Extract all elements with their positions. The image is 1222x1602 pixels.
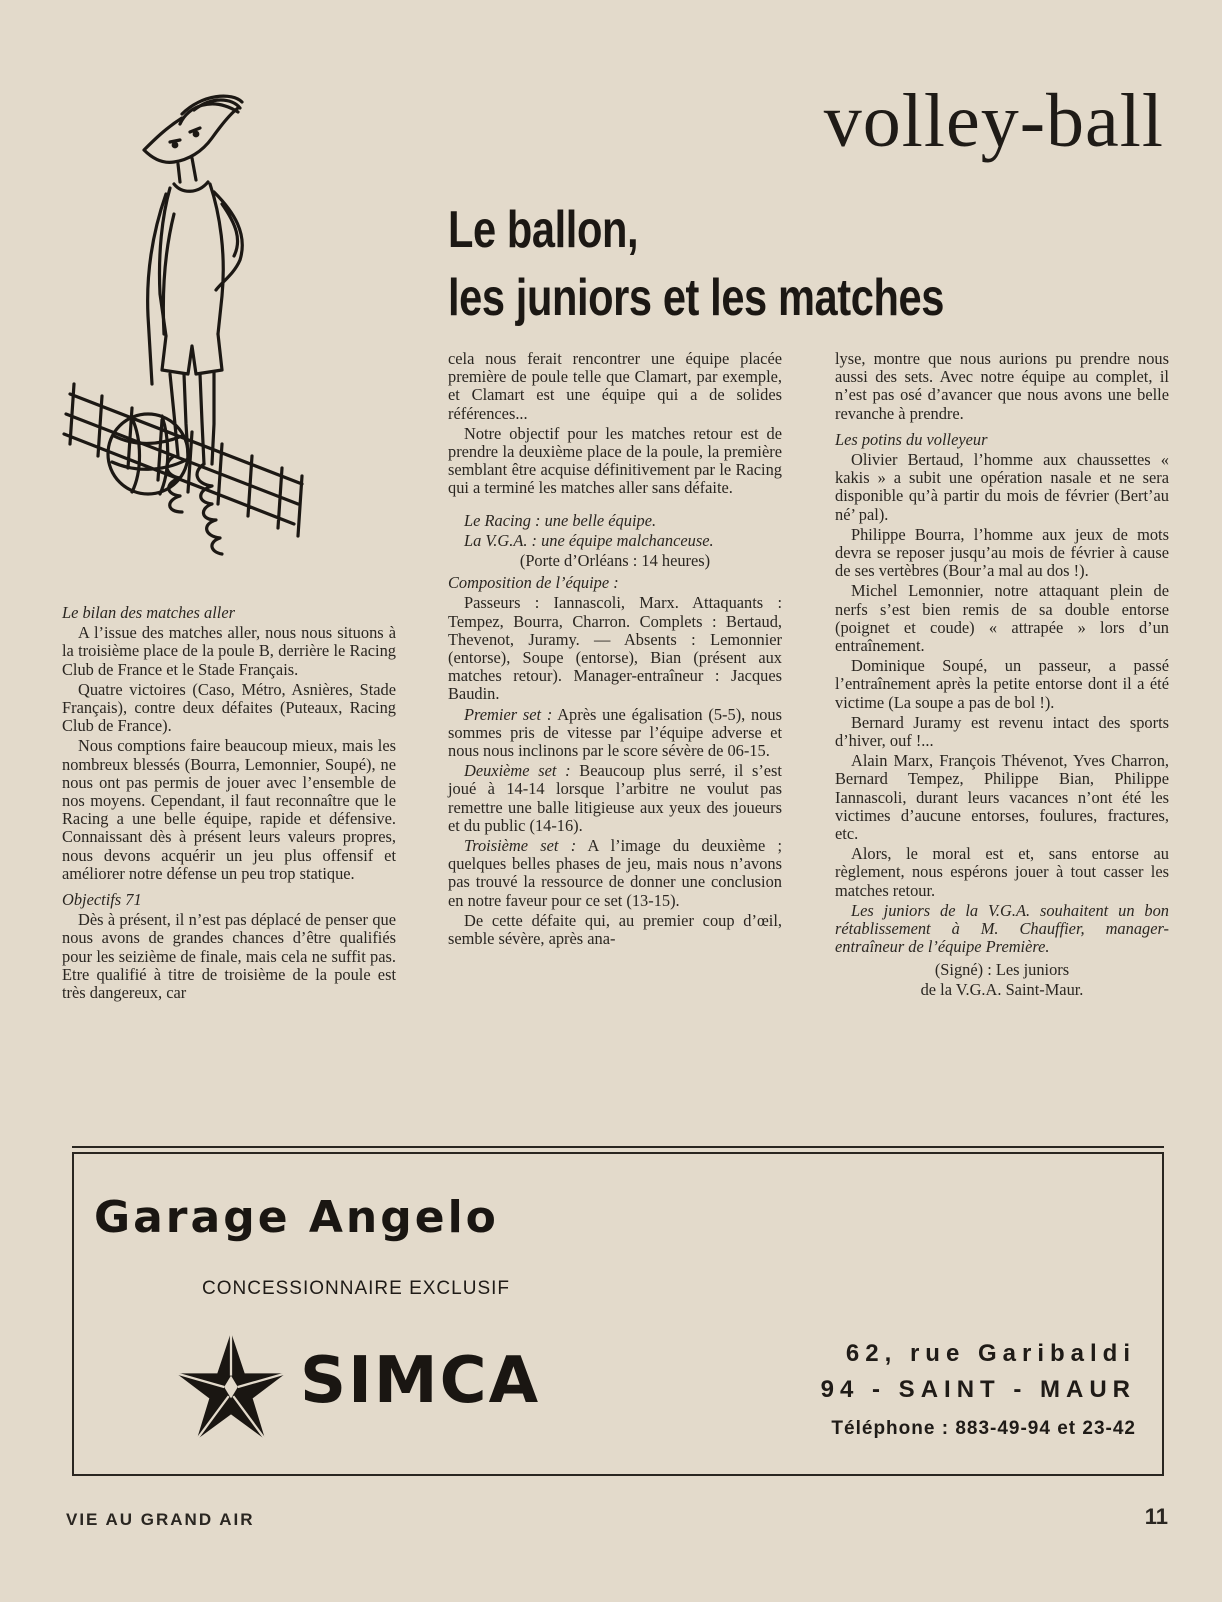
racing-line bbox=[448, 512, 782, 530]
paragraph: Olivier Bertaud, l’homme aux chaussettes « kakis » a subit une opération nasale et ne sera disponible qu’à partir du mois de février (Bert’au né’ pal). bbox=[835, 450, 1169, 524]
section-title: volley-ball bbox=[823, 79, 1164, 163]
paragraph-set1 bbox=[448, 706, 782, 761]
paragraph: De cette défaite qui, au premier coup d’œil, semble sévère, après ana- bbox=[448, 910, 782, 949]
paragraph: Michel Lemonnier, notre attaquant plein de nerfs s’est bien remis de sa double entorse (poignet et coude) « attrapée » lors d’un entraînement. bbox=[835, 581, 1169, 656]
headline bbox=[448, 196, 944, 332]
paragraph: Bernard Juramy est revenu intact des sports d’hiver, ouf !... bbox=[835, 712, 1169, 751]
ad-address-street: 62, rue Garibaldi bbox=[845, 1340, 1136, 1367]
paragraph: Philippe Bourra, l’homme aux jeux de mots devra se reposer jusqu’au mois de février à cause de ses vertèbres (Bour’a mal au dos !). bbox=[835, 524, 1169, 581]
volleyball-player-illustration bbox=[62, 84, 322, 574]
set1-text: Après une égalisation (5-5), nous sommes pris de vitesse par l’équipe adverse et nous nous inclinons par le score sévère de 06-15. bbox=[448, 704, 782, 761]
article-column-1 bbox=[62, 604, 396, 1004]
ad-address-city: 94 - SAINT - MAUR bbox=[820, 1376, 1136, 1403]
paragraph: Quatre victoires (Caso, Métro, Asnières, Stade Français), contre deux défaites (Puteaux, Racing Club de France). bbox=[62, 679, 396, 736]
paragraph-set3 bbox=[448, 837, 782, 910]
subheading-bilan: Le bilan des matches aller bbox=[62, 603, 235, 622]
paragraph: cela nous ferait rencontrer une équipe placée première de poule telle que Clamart, par exemple, et Clamart est une équipe qui a de solides références... bbox=[448, 349, 782, 423]
advertisement bbox=[72, 1152, 1164, 1476]
headline-line-2: les juniors et les matches bbox=[448, 269, 944, 327]
set1-label: Premier set : bbox=[464, 704, 553, 724]
set3-text: A l’image du deuxième ; quelques belles phases de jeu, mais nous n’avons pas trouvé la ressource de donner une conclusion en notre faveur pour ce set (13-15). bbox=[448, 836, 782, 910]
footer-magazine-name: VIE AU GRAND AIR bbox=[66, 1510, 255, 1529]
set2-label: Deuxième set : bbox=[464, 761, 571, 781]
vga-line bbox=[448, 532, 782, 550]
signature-line-2: de la V.G.A. Saint-Maur. bbox=[920, 979, 1084, 999]
ad-brand: SIMCA bbox=[300, 1344, 541, 1418]
wish-text: Les juniors de la V.G.A. souhaitent un bon rétablissement à M. Chauffier, manager-entraîneur de l’équipe Première. bbox=[835, 900, 1169, 957]
paragraph: lyse, montre que nous aurions pu prendre nous aussi des sets. Avec notre équipe au complet, il n’est pas osé d’avancer que nous avons une belle revanche à prendre. bbox=[835, 349, 1169, 423]
ad-top-rule bbox=[72, 1146, 1164, 1148]
subheading-objectifs: Objectifs 71 bbox=[62, 890, 142, 910]
ad-subtitle: CONCESSIONNAIRE EXCLUSIF bbox=[202, 1278, 510, 1299]
paragraph: Alors, le moral est et, sans entorse au règlement, nous espérons jouer à tout casser les matches retour. bbox=[835, 844, 1169, 900]
ad-address-block bbox=[821, 1336, 1136, 1440]
ad-business-name: Garage Angelo bbox=[94, 1192, 499, 1243]
subheading-potins: Les potins du volleyeur bbox=[835, 429, 988, 449]
footer-page-number: 11 bbox=[1144, 1504, 1168, 1529]
paragraph: Nous comptions faire beaucoup mieux, mais les nombreux blessés (Bourra, Lemonnier, Soupé), ne nous ont pas permis de jouer avec l’ensemble de nos moyens. Cependant, il faut reconnaître que le Racing a une belle équipe, rapide et défensive. Connaissant dès à présent leurs valeurs propres, nous devons acquérir un jeu plus offensif et améliorer notre défense un peu trop statique. bbox=[62, 736, 396, 883]
venue: (Porte d’Orléans : 14 heures) bbox=[519, 551, 711, 571]
racing-text: Le Racing : une belle équipe. bbox=[464, 510, 657, 530]
vga-text: La V.G.A. : une équipe malchanceuse. bbox=[464, 530, 714, 550]
simca-star-logo-icon bbox=[174, 1330, 288, 1444]
paragraph: Dès à présent, il n’est pas déplacé de penser que nous avons de grandes chances d’être qualifiés pour les seizième de finale, mais cela ne suffit pas. Etre qualifié à titre de troisième de la poule est très dangereux, car bbox=[62, 910, 396, 1003]
set2-text: Beaucoup plus serré, il s’est joué à 14-14 lorsque l’arbitre ne voulut pas remettre une balle litigieuse aux yeux des joueurs et du public (14-16). bbox=[448, 761, 782, 835]
paragraph: Alain Marx, François Thévenot, Yves Charron, Bernard Tempez, Philippe Bian, Philippe Iannascoli, durant leurs vacances n’ont été les victimes d’aucune entorses, foulures, fractures, etc. bbox=[835, 751, 1169, 844]
article-column-2 bbox=[448, 350, 782, 950]
paragraph: A l’issue des matches aller, nous nous situons à la troisième place de la poule B, derrière le Racing Club de France et le Stade Français. bbox=[62, 623, 396, 679]
signature-line-1: (Signé) : Les juniors bbox=[934, 959, 1070, 979]
wish-line bbox=[835, 902, 1169, 957]
set3-label: Troisième set : bbox=[464, 836, 577, 856]
paragraph: Passeurs : Iannascoli, Marx. Attaquants : Tempez, Bourra, Charron. Complets : Bertaud, Thevenot, Juramy. — Absents : Lemonnier (entorse), Soupe (entorse), Bian (présent aux matches retour). Manager-entraîneur : Jacques Baudin. bbox=[448, 593, 782, 704]
subheading-composition: Composition de l’équipe : bbox=[448, 573, 619, 593]
paragraph: Dominique Soupé, un passeur, a passé l’entraînement après la petite entorse dont il a été victime (La soupe a pas de bol !). bbox=[835, 656, 1169, 712]
ad-phone: Téléphone : 883-49-94 et 23-42 bbox=[831, 1418, 1136, 1439]
article-column-3 bbox=[835, 350, 1169, 1001]
paragraph-set2 bbox=[448, 762, 782, 835]
headline-line-1: Le ballon, bbox=[448, 201, 639, 259]
paragraph: Notre objectif pour les matches retour est de prendre la deuxième place de la poule, la première semblant être acquise définitivement par le Racing qui a terminé les matches aller sans défaite. bbox=[448, 423, 782, 498]
